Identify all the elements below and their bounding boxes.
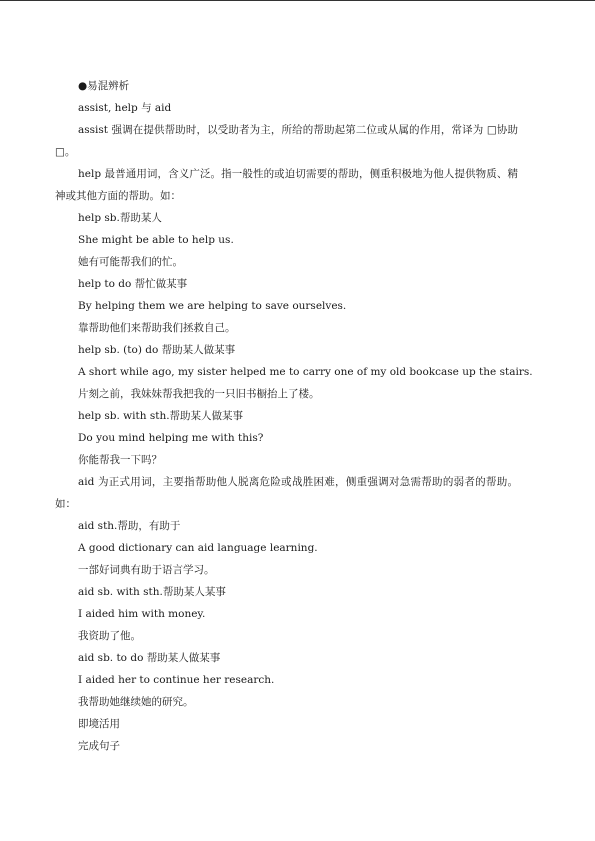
assist-explanation: assist 强调在提供帮助时，以受助者为主，所给的帮助起第二位或从属的作用，常译为 □协助□。 — [55, 124, 518, 158]
usage-pattern: aid sb. to do 帮助某人做某事 — [78, 652, 221, 664]
document-body — [0, 75, 595, 757]
topic-title: assist, help 与 aid — [78, 102, 172, 114]
example-sentence: A good dictionary can aid language learning. — [78, 542, 318, 554]
example-sentence: She might be able to help us. — [78, 234, 234, 246]
usage-pattern: help sb.帮助某人 — [78, 212, 162, 224]
example-translation: 片刻之前，我妹妹帮我把我的一只旧书橱抬上了楼。 — [78, 388, 320, 400]
example-sentence: A short while ago, my sister helped me to carry one of my old bookcase up the stairs. — [78, 366, 533, 378]
example-translation: 一部好词典有助于语言学习。 — [78, 564, 215, 576]
example-translation: 我帮助她继续她的研究。 — [78, 696, 194, 708]
practice-subheading: 完成句子 — [78, 740, 120, 752]
example-sentence: Do you mind helping me with this? — [78, 432, 264, 444]
example-translation: 你能帮我一下吗？ — [78, 454, 162, 466]
aid-explanation: aid 为正式用词，主要指帮助他人脱离危险或战胜困难，侧重强调对急需帮助的弱者的帮助。如： — [55, 476, 518, 510]
usage-pattern: aid sth.帮助，有助于 — [78, 520, 181, 532]
help-explanation: help 最普通用词，含义广泛。指一般性的或迫切需要的帮助，侧重积极地为他人提供物质、精神或其他方面的帮助。如： — [55, 168, 518, 202]
usage-pattern: help sb. (to) do 帮助某人做某事 — [78, 344, 236, 356]
example-translation: 我资助了他。 — [78, 630, 141, 642]
practice-heading: 即境活用 — [78, 718, 120, 730]
example-sentence: I aided him with money. — [78, 608, 206, 620]
example-sentence: By helping them we are helping to save ourselves. — [78, 300, 347, 312]
usage-pattern: help sb. with sth.帮助某人做某事 — [78, 410, 244, 422]
usage-pattern: aid sb. with sth.帮助某人某事 — [78, 586, 226, 598]
usage-pattern: help to do 帮忙做某事 — [78, 278, 188, 290]
example-translation: 靠帮助他们来帮助我们拯救自己。 — [78, 322, 236, 334]
example-sentence: I aided her to continue her research. — [78, 674, 275, 686]
page-top-border — [0, 0, 595, 1]
section-heading: ●易混辨析 — [78, 80, 130, 92]
example-translation: 她有可能帮我们的忙。 — [78, 256, 183, 268]
